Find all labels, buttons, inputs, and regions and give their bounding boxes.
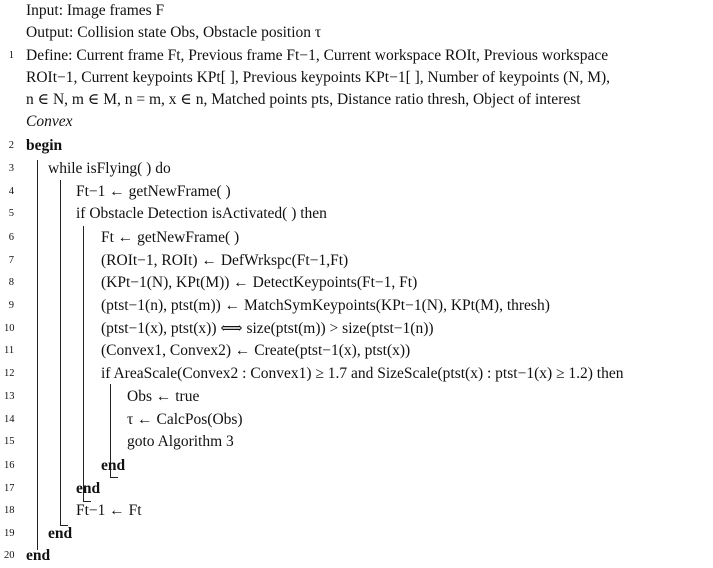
inner-if-body-hook xyxy=(110,477,118,478)
while-guide-line xyxy=(37,160,38,550)
line-number: 1 xyxy=(8,50,14,61)
line-number: 7 xyxy=(8,255,14,266)
line-number: 15 xyxy=(4,436,15,447)
line-number: 9 xyxy=(8,300,14,311)
line-number: 4 xyxy=(8,186,14,197)
line-number: 5 xyxy=(8,208,14,219)
line-number: 17 xyxy=(4,483,15,494)
line-number: 12 xyxy=(4,368,15,379)
if-body-guide-line xyxy=(83,226,84,501)
line-number: 3 xyxy=(8,163,14,174)
line-number: 14 xyxy=(4,414,15,425)
line-number: 13 xyxy=(4,391,15,402)
line-number: 6 xyxy=(8,232,14,243)
line-number: 8 xyxy=(8,277,14,288)
line-number: 11 xyxy=(4,345,15,356)
line-number: 19 xyxy=(4,528,15,539)
line-number: 16 xyxy=(4,460,15,471)
line-number: 20 xyxy=(4,550,15,561)
line-number: 18 xyxy=(4,505,15,516)
while-body-guide-line xyxy=(60,180,61,525)
line-number: 2 xyxy=(8,140,14,151)
line-number: 10 xyxy=(4,323,15,334)
